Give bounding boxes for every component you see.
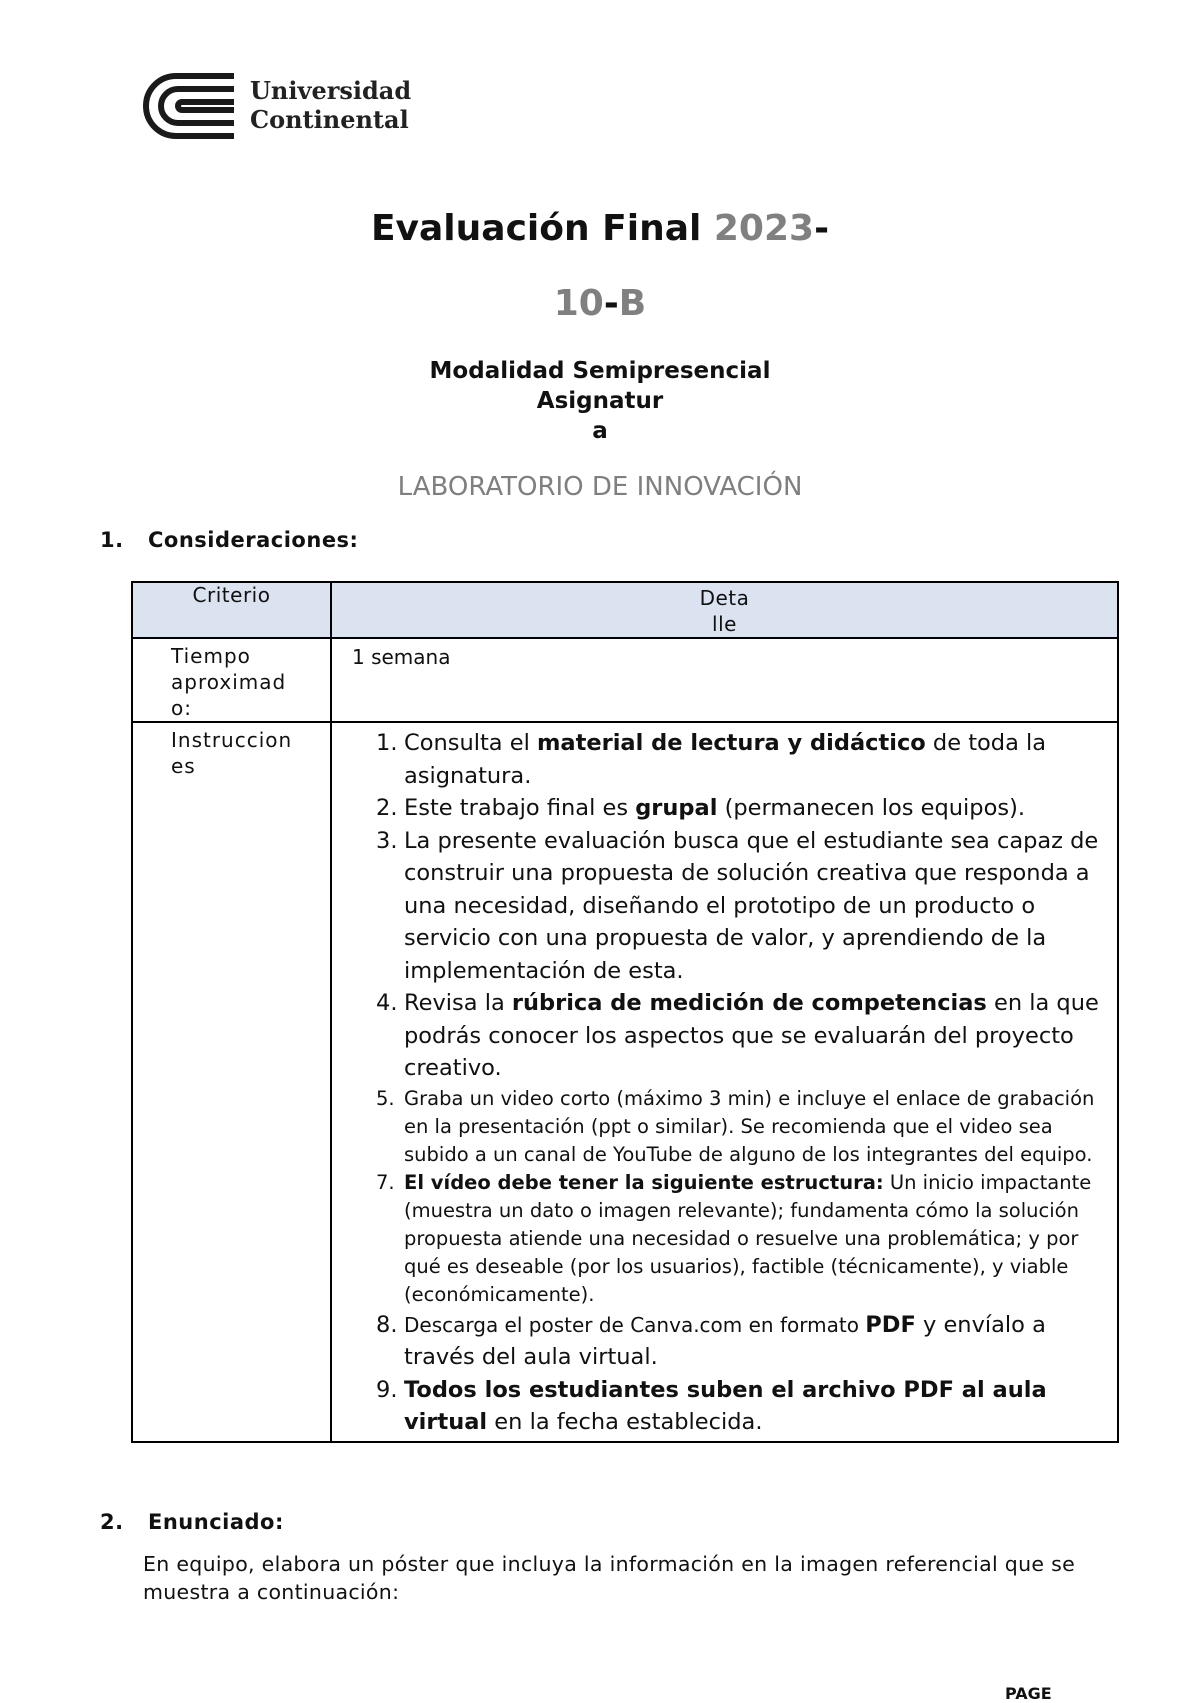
list-item <box>332 1085 1107 1169</box>
section-1-heading <box>100 528 358 552</box>
item-text-end: en la que podrás conocer los aspectos que se evaluarán del proyecto creativo. <box>404 990 1099 1081</box>
table-row <box>132 722 1118 1442</box>
list-item <box>332 1374 1107 1439</box>
list-item <box>332 1169 1107 1309</box>
item-number: 3. <box>376 827 398 854</box>
title-year: 2023 <box>713 208 815 249</box>
item-text: Graba un video corto (máximo 3 min) e incluye el enlace de grabación en la presentación (ppt o similar). Se recomienda que el video sea subido a un canal de YouTube de alguno de los integrantes del equipo. <box>404 1086 1095 1166</box>
section-1-title: Consideraciones: <box>148 528 359 552</box>
item-number: 5. <box>376 1086 395 1110</box>
section-1-number: 1. <box>100 528 124 552</box>
item-text: Revisa la <box>404 990 512 1016</box>
list-item <box>332 825 1107 988</box>
continental-logo-icon <box>142 70 238 142</box>
course-name: LABORATORIO DE INNOVACIÓN <box>397 472 803 502</box>
section-2-number: 2. <box>100 1510 124 1534</box>
university-logo <box>142 68 412 144</box>
asignatura-line-2: a <box>592 418 608 444</box>
item-text: Descarga el poster de Canva.com en formato <box>404 1312 866 1337</box>
title-dash: - <box>814 208 830 249</box>
item-number: 2. <box>376 795 398 821</box>
header-detalle-1: Deta <box>699 586 750 610</box>
item-number: 1. <box>376 730 398 756</box>
code-letter: B <box>618 283 647 324</box>
row-value-time <box>331 638 1118 722</box>
item-text-end: Un inicio impactante (muestra un dato o imagen relevante); fundamenta cómo la solución propuesta atiende una necesidad o resuelve una problemática; y por qué es deseable (por los usuarios), factible (técnicamente), y viable (económicamente). <box>404 1170 1092 1306</box>
considerations-table <box>131 581 1119 1443</box>
item-number: 4. <box>376 990 398 1016</box>
time-label: Tiempo aproximad o: <box>171 644 287 720</box>
instructions-label: Instruccion es <box>171 728 293 778</box>
item-bold: Todos los estudiantes suben el archivo PDF al aula virtual <box>404 1376 1047 1435</box>
code-num: 10 <box>553 283 604 324</box>
row-value-instructions <box>331 722 1118 1442</box>
document-title <box>0 208 1200 249</box>
code-dash: - <box>603 283 619 324</box>
item-bold: PDF <box>865 1311 916 1338</box>
list-item <box>332 727 1107 792</box>
item-text-end: en la fecha establecida. <box>487 1409 763 1435</box>
modality-block <box>0 356 1200 446</box>
evaluation-code <box>0 283 1200 324</box>
section-2-heading <box>100 1510 284 1534</box>
logo-line-2: Continental <box>250 105 409 134</box>
logo-line-1: Universidad <box>250 76 412 105</box>
title-main: Evaluación Final <box>370 208 714 249</box>
header-detalle <box>331 582 1118 638</box>
time-value: 1 semana <box>352 645 451 669</box>
item-number: 8. <box>376 1311 398 1338</box>
list-item <box>332 792 1107 825</box>
modality-text: Modalidad Semipresencial <box>429 358 771 384</box>
item-number: 7. <box>376 1170 395 1194</box>
asignatura-line-1: Asignatur <box>536 388 664 414</box>
item-bold: material de lectura y didáctico <box>536 730 926 756</box>
item-bold: El vídeo debe tener la siguiente estructura: <box>404 1170 884 1194</box>
header-detalle-2: lle <box>712 612 737 636</box>
item-number: 9. <box>376 1376 398 1403</box>
instructions-list <box>332 723 1117 1441</box>
section-2-title: Enunciado: <box>148 1510 284 1534</box>
list-item <box>332 1309 1107 1374</box>
item-text-end: (permanecen los equipos). <box>717 795 1026 821</box>
item-text: Consulta el <box>404 730 537 756</box>
item-bold: rúbrica de medición de competencias <box>511 990 987 1016</box>
item-bold: grupal <box>635 795 718 821</box>
item-text-end: de toda la asignatura. <box>404 730 1047 789</box>
item-text-end: y envíalo a través del aula virtual. <box>404 1311 1046 1370</box>
page-footer: PAGE <box>1005 1684 1052 1703</box>
statement-paragraph: En equipo, elabora un póster que incluya la información en la imagen referencial que se muestra a continuación: <box>143 1552 1075 1604</box>
item-text: Este trabajo final es <box>404 795 636 821</box>
item-text: La presente evaluación busca que el estudiante sea capaz de construir una propuesta de solución creativa que responda a una necesidad, diseñando el prototipo de un producto o servicio con una propuesta de valor, y aprendiendo de la implementación de esta. <box>404 827 1099 984</box>
row-label-instructions <box>132 722 331 1442</box>
table-row <box>132 638 1118 722</box>
header-criterio: Criterio <box>132 582 331 638</box>
list-item <box>332 987 1107 1085</box>
table-header-row <box>132 582 1118 638</box>
row-label-time <box>132 638 331 722</box>
logo-text <box>250 76 411 134</box>
